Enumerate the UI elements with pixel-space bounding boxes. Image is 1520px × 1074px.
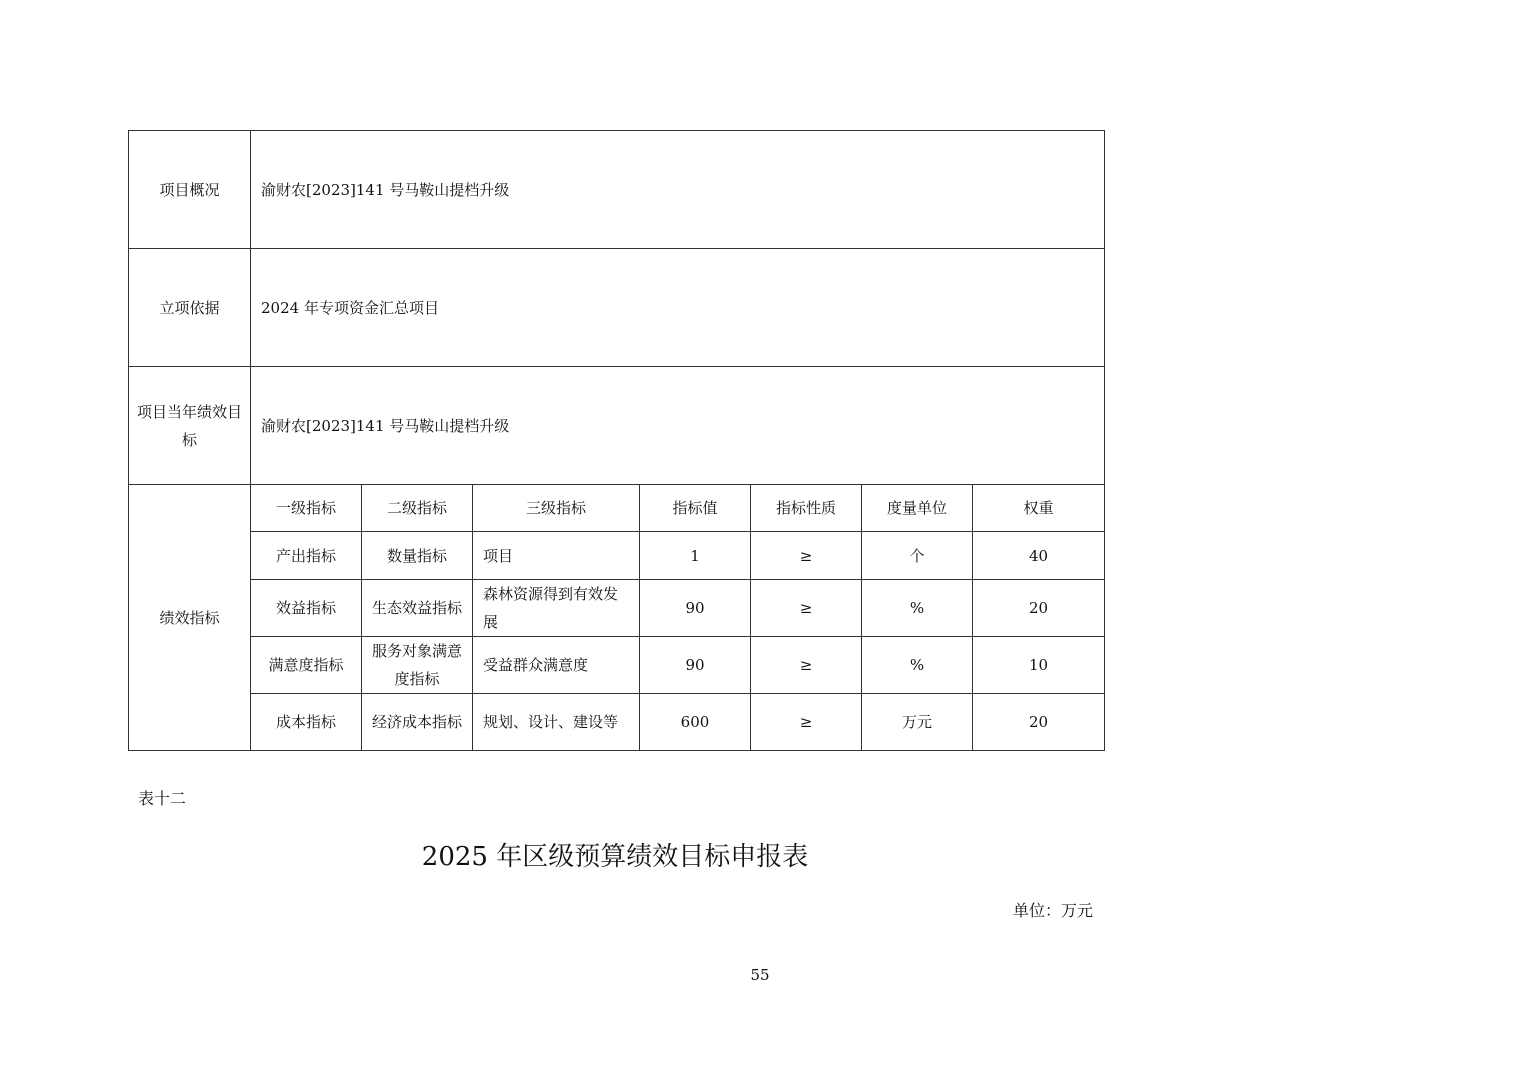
header-weight: 权重	[973, 485, 1105, 532]
row2-weight: 20	[973, 580, 1105, 637]
row3-level2: 服务对象满意度指标	[362, 637, 473, 694]
row3-value: 90	[640, 637, 751, 694]
row2-value: 90	[640, 580, 751, 637]
row2-level1: 效益指标	[251, 580, 362, 637]
row1-weight: 40	[973, 532, 1105, 580]
row4-level2: 经济成本指标	[362, 694, 473, 751]
row3-level3: 受益群众满意度	[473, 637, 640, 694]
row4-value: 600	[640, 694, 751, 751]
header-value: 指标值	[640, 485, 751, 532]
annual-goal-row	[129, 367, 1105, 485]
header-unit: 度量单位	[862, 485, 973, 532]
annual-goal-value: 渝财农[2023]141 号马鞍山提档升级	[251, 367, 1105, 485]
table-row	[129, 580, 1105, 637]
header-level1: 一级指标	[251, 485, 362, 532]
row4-level1: 成本指标	[251, 694, 362, 751]
row1-nature: ≥	[751, 532, 862, 580]
header-nature: 指标性质	[751, 485, 862, 532]
indicators-label: 绩效指标	[129, 485, 251, 751]
row1-level3: 项目	[473, 532, 640, 580]
row1-level2: 数量指标	[362, 532, 473, 580]
row4-unit: 万元	[862, 694, 973, 751]
row2-level2: 生态效益指标	[362, 580, 473, 637]
row3-weight: 10	[973, 637, 1105, 694]
document-title: 2025 年区级预算绩效目标申报表	[421, 842, 809, 872]
table-caption: 表十二	[138, 789, 187, 808]
unit-label: 单位：万元	[1013, 901, 1094, 920]
row3-nature: ≥	[751, 637, 862, 694]
basis-row	[129, 249, 1105, 367]
annual-goal-label: 项目当年绩效目标	[129, 367, 251, 485]
basis-label: 立项依据	[129, 249, 251, 367]
row2-level3: 森林资源得到有效发展	[473, 580, 640, 637]
row3-level1: 满意度指标	[251, 637, 362, 694]
row4-weight: 20	[973, 694, 1105, 751]
table-row	[129, 637, 1105, 694]
row3-unit: %	[862, 637, 973, 694]
indicator-header-row	[129, 485, 1105, 532]
table-row	[129, 694, 1105, 751]
overview-value: 渝财农[2023]141 号马鞍山提档升级	[251, 131, 1105, 249]
row1-unit: 个	[862, 532, 973, 580]
page-number: 55	[750, 966, 770, 984]
header-level2: 二级指标	[362, 485, 473, 532]
header-level3: 三级指标	[473, 485, 640, 532]
table-row	[129, 532, 1105, 580]
row2-unit: %	[862, 580, 973, 637]
row4-nature: ≥	[751, 694, 862, 751]
overview-label: 项目概况	[129, 131, 251, 249]
row4-level3: 规划、设计、建设等	[473, 694, 640, 751]
overview-row	[129, 131, 1105, 249]
basis-value: 2024 年专项资金汇总项目	[251, 249, 1105, 367]
row1-value: 1	[640, 532, 751, 580]
performance-target-table	[128, 130, 1105, 751]
row1-level1: 产出指标	[251, 532, 362, 580]
row2-nature: ≥	[751, 580, 862, 637]
